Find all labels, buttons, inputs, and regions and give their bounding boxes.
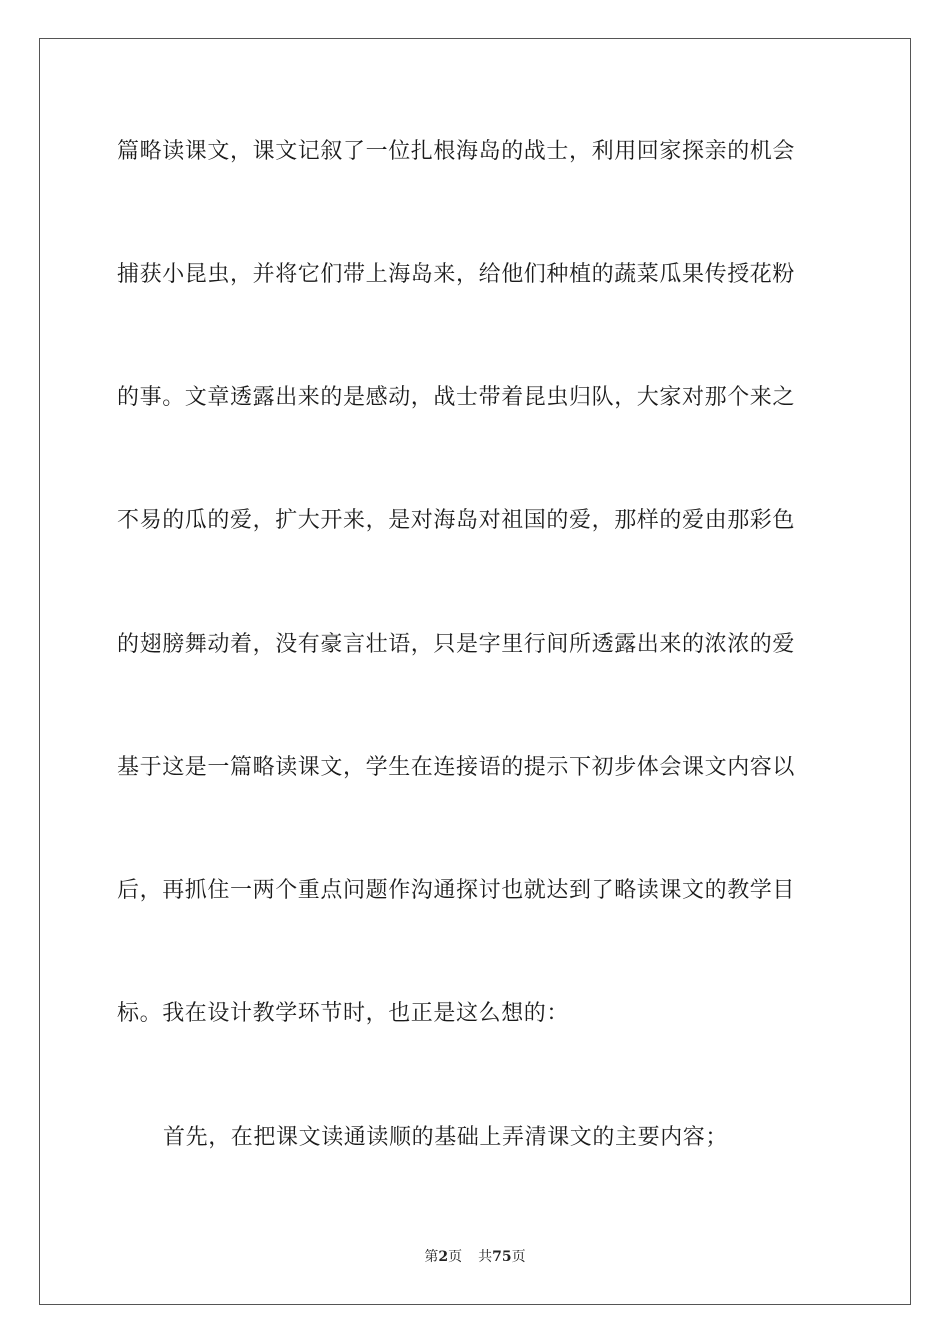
footer-page-suffix: 页	[448, 1249, 463, 1265]
footer-total-suffix: 页	[511, 1249, 526, 1265]
footer-page-number: 2	[438, 1249, 449, 1265]
text-line-1: 篇略读课文，课文记叙了一位扎根海岛的战士，利用回家探亲的机会	[117, 139, 796, 164]
page-footer	[0, 1247, 950, 1267]
text-line-6: 基于这是一篇略读课文，学生在连接语的提示下初步体会课文内容以	[117, 755, 796, 780]
text-line-7: 后，再抓住一两个重点问题作沟通探讨也就达到了略读课文的教学目	[117, 878, 796, 903]
text-line-3: 的事。文章透露出来的是感动，战士带着昆虫归队，大家对那个来之	[117, 385, 796, 410]
page-frame	[39, 38, 911, 1305]
footer-total-pages: 75	[492, 1249, 512, 1265]
footer-total-prefix: 共	[478, 1249, 493, 1265]
text-line-5: 的翅膀舞动着，没有豪言壮语，只是字里行间所透露出来的浓浓的爱	[117, 632, 796, 657]
text-line-8: 标。我在设计教学环节时，也正是这么想的：	[117, 1001, 570, 1026]
text-line-4: 不易的瓜的爱，扩大开来，是对海岛对祖国的爱，那样的爱由那彩色	[117, 508, 796, 533]
text-line-2: 捕获小昆虫，并将它们带上海岛来，给他们种植的蔬菜瓜果传授花粉	[117, 262, 796, 287]
text-line-9-indented: 首先，在把课文读通读顺的基础上弄清课文的主要内容；	[163, 1125, 729, 1150]
footer-page-prefix: 第	[424, 1249, 439, 1265]
